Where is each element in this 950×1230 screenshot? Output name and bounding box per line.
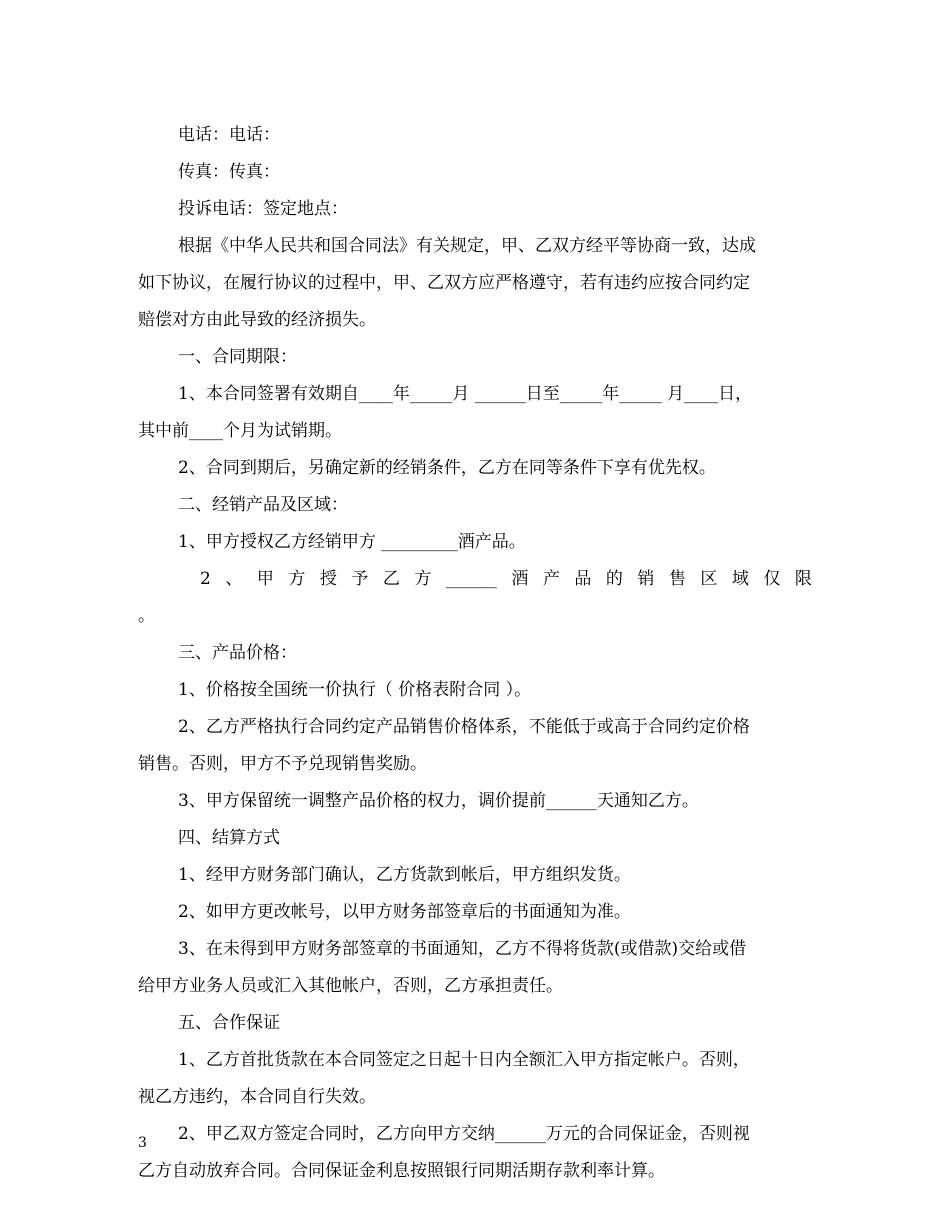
text-line: 赔偿对方由此导致的经济损失。 (138, 310, 376, 330)
text-line: 2、甲乙双方签定合同时，乙方向甲方交纳______万元的合同保证金，否则视 (178, 1124, 750, 1144)
char: 品 (574, 569, 592, 589)
text-line: 1、甲方授权乙方经销甲方 _________酒产品。 (178, 532, 526, 552)
char: 区 (700, 569, 718, 589)
char: 、 (225, 569, 243, 589)
section-heading: 四、结算方式 (178, 828, 280, 848)
char: 酒 (511, 569, 529, 589)
text-line: 2、乙方严格执行合同约定产品销售价格体系，不能低于或高于合同约定价格 (178, 717, 750, 737)
text-line: 如下协议，在履行协议的过程中，甲、乙双方应严格遵守，若有违约应按合同约定 (138, 273, 750, 293)
text-line: 给甲方业务人员或汇入其他帐户，否则，乙方承担责任。 (138, 976, 563, 996)
section-heading: 三、产品价格： (178, 643, 297, 663)
char: 域 (731, 569, 749, 589)
char: 2 (200, 569, 211, 589)
justified-text-line (138, 561, 812, 598)
char: 乙 (382, 569, 400, 589)
char: 限 (794, 569, 812, 589)
char: 仅 (763, 569, 781, 589)
text-line: 传真：传真： (178, 162, 280, 182)
text-line: 1、价格按全国统一价执行（ 价格表附合同 ）。 (178, 680, 532, 700)
char: 方 (414, 569, 432, 589)
text-line: 3、在未得到甲方财务部签章的书面通知，乙方不得将货款(或借款)交给或借 (178, 939, 747, 959)
text-line: 。 (138, 606, 155, 626)
document-body (138, 117, 812, 1190)
char: 授 (319, 569, 337, 589)
char: 的 (605, 569, 623, 589)
char: 甲 (256, 569, 274, 589)
text-line: 3、甲方保留统一调整产品价格的权力，调价提前______天通知乙方。 (178, 791, 699, 811)
char: 产 (542, 569, 560, 589)
char: 予 (351, 569, 369, 589)
page-number: 3 (138, 1135, 147, 1151)
section-heading: 五、合作保证 (178, 1013, 280, 1033)
char: 销 (637, 569, 655, 589)
text-line: 其中前____个月为试销期。 (138, 421, 342, 441)
text-line: 2、合同到期后，另确定新的经销条件，乙方在同等条件下享有优先权。 (178, 458, 716, 478)
text-line: 视乙方违约，本合同自行失效。 (138, 1087, 376, 1107)
text-line: 电话：电话： (178, 125, 280, 145)
text-line: 乙方自动放弃合同。合同保证金利息按照银行同期活期存款利率计算。 (138, 1161, 665, 1181)
section-heading: 一、合同期限： (178, 347, 297, 367)
blank-underline: ______ (445, 569, 497, 589)
text-line: 1、本合同签署有效期自____年_____月 ______日至_____年_____ 月____日， (178, 384, 753, 404)
text-line: 销售。否则，甲方不予兑现销售奖励。 (138, 754, 427, 774)
text-line: 2、如甲方更改帐号，以甲方财务部签章后的书面通知为准。 (178, 902, 631, 922)
char: 方 (288, 569, 306, 589)
text-line: 1、经甲方财务部门确认，乙方货款到帐后，甲方组织发货。 (178, 865, 631, 885)
text-line: 1、乙方首批货款在本合同签定之日起十日内全额汇入甲方指定帐户。否则， (178, 1050, 750, 1070)
text-line: 根据《中华人民共和国合同法》有关规定，甲、乙双方经平等协商一致，达成 (178, 236, 756, 256)
text-line: 投诉电话：签定地点： (178, 199, 348, 219)
char: 售 (668, 569, 686, 589)
section-heading: 二、经销产品及区域： (178, 495, 348, 515)
